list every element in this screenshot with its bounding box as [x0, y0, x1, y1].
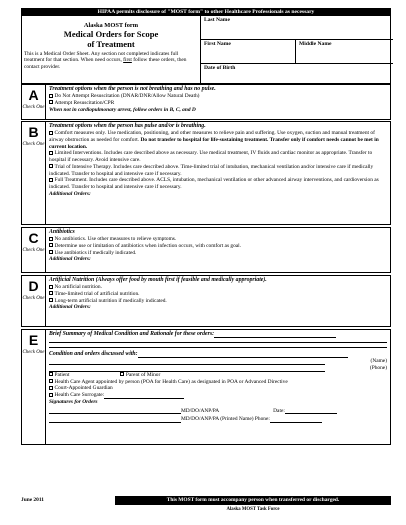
option-comfort[interactable]: Comfort measures only. Use medication, positioning, and other measures to relieve pain and suffering. Use oxygen, suction and manual treatment of airway obstruction as needed for comfort. Do not transfer to hospital for life-sustaining treatment. Transfer only if comfort needs cannot be met in current location. [49, 130, 379, 150]
option-trial-nutrition[interactable]: Time-limited trial of artificial nutrition. [49, 291, 387, 298]
section-a [21, 84, 391, 120]
form-title-block [22, 16, 200, 84]
form-title-line1: Alaska MOST form [83, 22, 139, 29]
form-date: June 2011 [21, 497, 44, 503]
section-heading: Treatment options when the person is not breathing and has no pulse. [49, 86, 216, 92]
checkbox[interactable] [49, 100, 53, 104]
check-one-label: Check One [22, 104, 45, 110]
discussed-heading: Condition and orders discussed with: [49, 351, 387, 358]
dob-field[interactable]: Date of Birth [204, 65, 236, 71]
section-d [21, 275, 391, 327]
option-no-nutrition[interactable]: No artificial nutrition. [49, 284, 387, 291]
checkbox[interactable] [49, 285, 53, 289]
checkbox[interactable] [49, 298, 53, 302]
option-limited[interactable]: Limited Interventions. Includes care described above as necessary. Use medical treatment, IV fluids and cardiac monitor as appropriate. Transfer to hospital if necessary. Avoid intensive care. [49, 150, 373, 164]
checkbox[interactable] [49, 151, 53, 155]
option-surrogate[interactable]: Health Care Surrogate: [49, 392, 387, 399]
checkbox[interactable] [49, 243, 53, 247]
checkbox[interactable] [49, 178, 53, 182]
phone-line[interactable] [270, 422, 322, 423]
section-c [21, 227, 391, 273]
checkbox[interactable] [49, 372, 53, 376]
patient-info [200, 16, 392, 84]
section-b [21, 121, 391, 225]
signature-line[interactable] [49, 413, 181, 414]
section-note: When not in cardiopulmonary arrest, follow orders in B, C, and D [49, 106, 196, 113]
section-heading: Brief Summary of Medical Condition and Rationale for these orders: [49, 331, 387, 338]
checkbox[interactable] [49, 393, 53, 397]
option-trial[interactable]: Trial of Intensive Therapy. Includes care described above. Time-limited trial of intubation, mechanical ventilation and/or intensive care if medically indicated. Transfer to hospital and intensive care if necessary. [49, 163, 374, 177]
checkbox[interactable] [49, 386, 53, 390]
checkbox[interactable] [49, 291, 53, 295]
task-force-credit: Alaska MOST Task Force [226, 507, 280, 512]
form-title-line2: Medical Orders for Scope [63, 29, 159, 39]
section-e: E Check One Brief Summary of Medical Condition and Rationale for these orders: Condition and orders discussed with: (Name) (Phone) Patient Parent of Minor Health Care Agent appointed by person (POA for Health Care) as designated in POA or Advanced Directive Court-Appointed Guardian Health Care Surrogate: Signatures for Orders MD/DO/ANP/PA Date: MD/DO/ANP/PA (Printed Name) Phone: [21, 329, 391, 445]
summary-line[interactable] [49, 343, 387, 348]
section-letter: B [28, 124, 39, 140]
form-title-line3: of Treatment [87, 38, 135, 49]
additional-orders-label: Additional Orders: [49, 304, 91, 311]
option-longterm-nutrition[interactable]: Long-term artificial nutrition if medically indicated. [49, 298, 387, 305]
checkbox[interactable] [49, 131, 53, 135]
last-name-field[interactable]: Last Name [201, 16, 393, 40]
form-intro: This is a Medical Order Sheet. Any section not completed indicates full treatment for that section. When need occurs, first follow these orders, then contact provider. [24, 50, 187, 70]
option-patient[interactable]: Patient [49, 372, 119, 379]
signatures-heading: Signatures for Orders [49, 398, 98, 405]
option-guardian[interactable]: Court-Appointed Guardian [49, 385, 387, 392]
form-header [21, 16, 391, 84]
option-full[interactable]: Full Treatment. Includes care described above. ACLS, intubation, mechanical ventilation or other advanced airway interventions, and cardioversion as indicated. Transfer to hospital and intensive care if necessary. [49, 177, 379, 191]
checkbox[interactable] [49, 94, 53, 98]
checkbox[interactable] [49, 164, 53, 168]
name-label: (Name) [370, 358, 387, 365]
printed-name-line[interactable] [49, 422, 181, 423]
section-letter: C [28, 230, 39, 246]
section-letter: A [28, 87, 39, 103]
first-name-field[interactable]: First Name [201, 40, 393, 64]
check-one-label: Check One [22, 349, 45, 355]
additional-orders-label: Additional Orders: [49, 190, 91, 197]
option-parent[interactable]: Parent of Minor [120, 372, 160, 378]
hipaa-banner: HIPAA permits disclosure of "MOST form" to other Healthcare Professionals as necessary [21, 8, 391, 16]
section-heading: Artificial Nutrition (Always offer food by mouth first if feasible and medically appropriate). [49, 277, 267, 283]
option-no-antibiotics[interactable]: No antibiotics. Use other measures to relieve symptoms. [49, 236, 387, 243]
phone-label: (Phone) [369, 365, 387, 372]
section-letter: D [28, 278, 39, 294]
checkbox[interactable] [49, 237, 53, 241]
middle-name-field[interactable]: Middle Name [295, 40, 334, 64]
option-dnar[interactable]: Do Not Attempt Resuscitation (DNAR/DNR/Allow Natural Death) [49, 93, 387, 100]
transfer-notice: This MOST form must accompany person when transferred or discharged. [115, 496, 391, 505]
check-one-label: Check One [22, 247, 45, 253]
date-line[interactable] [285, 413, 337, 414]
checkbox[interactable] [49, 250, 53, 254]
option-use-antibiotics[interactable]: Use antibiotics if medically indicated. [49, 250, 387, 257]
check-one-label: Check One [22, 141, 45, 147]
section-letter: E [28, 332, 39, 348]
surrogate-line[interactable] [104, 398, 184, 399]
checkbox[interactable] [49, 379, 53, 383]
option-agent[interactable]: Health Care Agent appointed by person (POA for Health Care) as designated in POA or Advanced Directive [49, 379, 387, 386]
checkbox[interactable] [120, 372, 124, 376]
option-determine-antibiotics[interactable]: Determine use or limitation of antibiotics when infection occurs, with comfort as goal. [49, 243, 387, 250]
check-one-label: Check One [22, 295, 45, 301]
summary-line[interactable] [214, 337, 336, 338]
additional-orders-label: Additional Orders: [49, 256, 91, 263]
section-heading: Treatment options when the person has pulse and/or is breathing. [49, 123, 206, 129]
option-cpr[interactable]: Attempt Resuscitation/CPR [49, 100, 387, 107]
section-heading: Antibiotics [49, 229, 75, 235]
